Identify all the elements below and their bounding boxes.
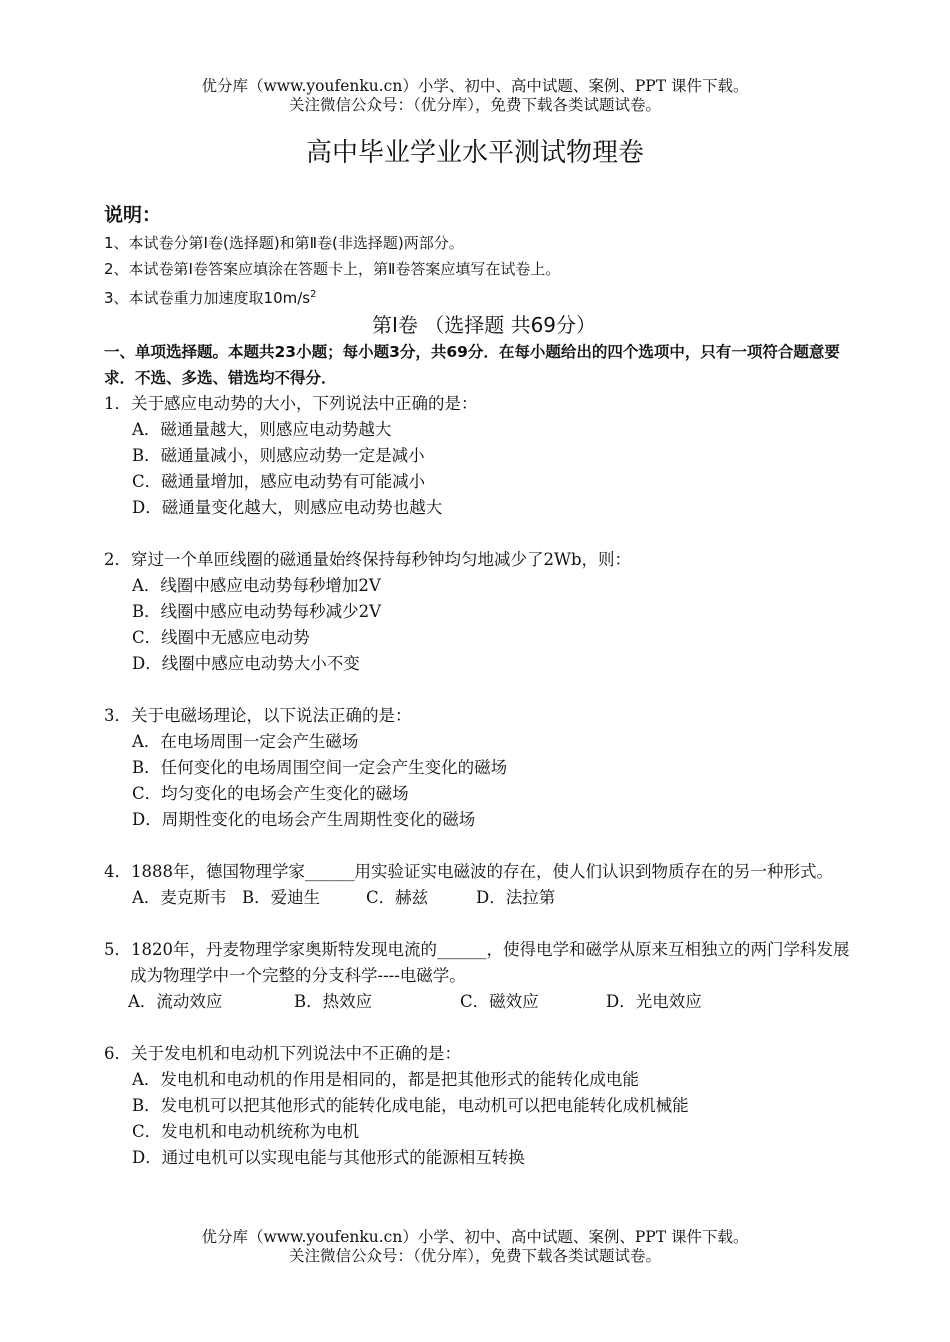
question-3 [104, 703, 864, 833]
option-c: C．赫兹 [366, 888, 429, 907]
note-item-1: 1、本试卷分第Ⅰ卷(选择题)和第Ⅱ卷(非选择题)两部分。 [104, 234, 464, 252]
footer-ad [0, 1228, 950, 1266]
option-d: D．通过电机可以实现电能与其他形式的能源相互转换 [132, 1148, 525, 1167]
option-d: D．线圈中感应电动势大小不变 [132, 654, 360, 673]
option-d: D．磁通量变化越大，则感应电动势也越大 [132, 498, 443, 517]
option-d: D．周期性变化的电场会产生周期性变化的磁场 [132, 810, 476, 829]
note-item-3-text: 3、本试卷重力加速度取10m/s [104, 289, 311, 307]
ad-line-1: 优分库（www.youfenku.cn）小学、初中、高中试题、案例、PPT 课件下载。 [201, 77, 749, 95]
option-c: C．线圈中无感应电动势 [132, 628, 310, 647]
option-a: A．麦克斯韦 [132, 888, 227, 907]
section-title: 第Ⅰ卷 （选择题 共69分） [371, 313, 597, 337]
section-instruction: 一、单项选择题。本题共23小题；每小题3分，共69分．在每小题给出的四个选项中，只有一项符合题意要求．不选、多选、错选均不得分． [104, 343, 840, 387]
option-c: C．均匀变化的电场会产生变化的磁场 [132, 784, 409, 803]
note-item-3-sup: 2 [310, 289, 317, 300]
option-d: D．光电效应 [606, 992, 702, 1011]
notes-heading: 说明： [104, 204, 162, 226]
inline-options [104, 989, 864, 1015]
ad-line-1: 优分库（www.youfenku.cn）小学、初中、高中试题、案例、PPT 课件下载。 [201, 1228, 749, 1246]
ad-line-2: 关注微信公众号：（优分库），免费下载各类试题试卷。 [288, 96, 661, 114]
option-a: A．磁通量越大，则感应电动势越大 [132, 420, 392, 439]
header-ad [0, 77, 950, 115]
option-b: B．发电机可以把其他形式的能转化成电能，电动机可以把电能转化成机械能 [132, 1096, 689, 1115]
question-2 [104, 547, 864, 677]
question-stem: 4．1888年，德国物理学家______用实验证实电磁波的存在，使人们认识到物质存在的另一种形式。 [104, 862, 833, 881]
inline-options [104, 885, 864, 911]
exam-content [104, 200, 864, 1171]
option-b: B．磁通量减小，则感应动势一定是减小 [132, 446, 425, 465]
question-stem: 3．关于电磁场理论，以下说法正确的是： [104, 706, 412, 725]
question-stem: 5．1820年，丹麦物理学家奥斯特发现电流的______，使得电学和磁学从原来互相独立的两门学科发展成为物理学中一个完整的分支科学----电磁学。 [104, 940, 850, 985]
option-a: A．在电场周围一定会产生磁场 [132, 732, 359, 751]
option-b: B．热效应 [294, 992, 373, 1011]
option-a: A．线圈中感应电动势每秒增加2V [132, 576, 381, 595]
question-stem: 2．穿过一个单匝线圈的磁通量始终保持每秒钟均匀地减少了2Wb，则： [104, 550, 632, 569]
ad-line-2: 关注微信公众号：（优分库），免费下载各类试题试卷。 [288, 1247, 661, 1265]
option-c: C．磁通量增加，感应电动势有可能减小 [132, 472, 426, 491]
option-b: B．爱迪生 [242, 888, 321, 907]
question-1 [104, 391, 864, 521]
page-title: 高中毕业学业水平测试物理卷 [305, 138, 644, 168]
option-b: B．线圈中感应电动势每秒减少2V [132, 602, 382, 621]
note-item-2: 2、本试卷第Ⅰ卷答案应填涂在答题卡上，第Ⅱ卷答案应填写在试卷上。 [104, 260, 561, 278]
note-item-3 [104, 282, 864, 311]
option-a: A．流动效应 [128, 992, 223, 1011]
option-b: B．任何变化的电场周围空间一定会产生变化的磁场 [132, 758, 508, 777]
question-6 [104, 1041, 864, 1171]
question-5 [104, 937, 864, 1015]
question-stem: 6．关于发电机和电动机下列说法中不正确的是： [104, 1044, 461, 1063]
question-4 [104, 859, 864, 911]
option-c: C．发电机和电动机统称为电机 [132, 1122, 360, 1141]
option-a: A．发电机和电动机的作用是相同的，都是把其他形式的能转化成电能 [132, 1070, 639, 1089]
option-c: C．磁效应 [460, 992, 539, 1011]
option-d: D．法拉第 [476, 888, 556, 907]
question-stem: 1．关于感应电动势的大小，下列说法中正确的是： [104, 394, 478, 413]
